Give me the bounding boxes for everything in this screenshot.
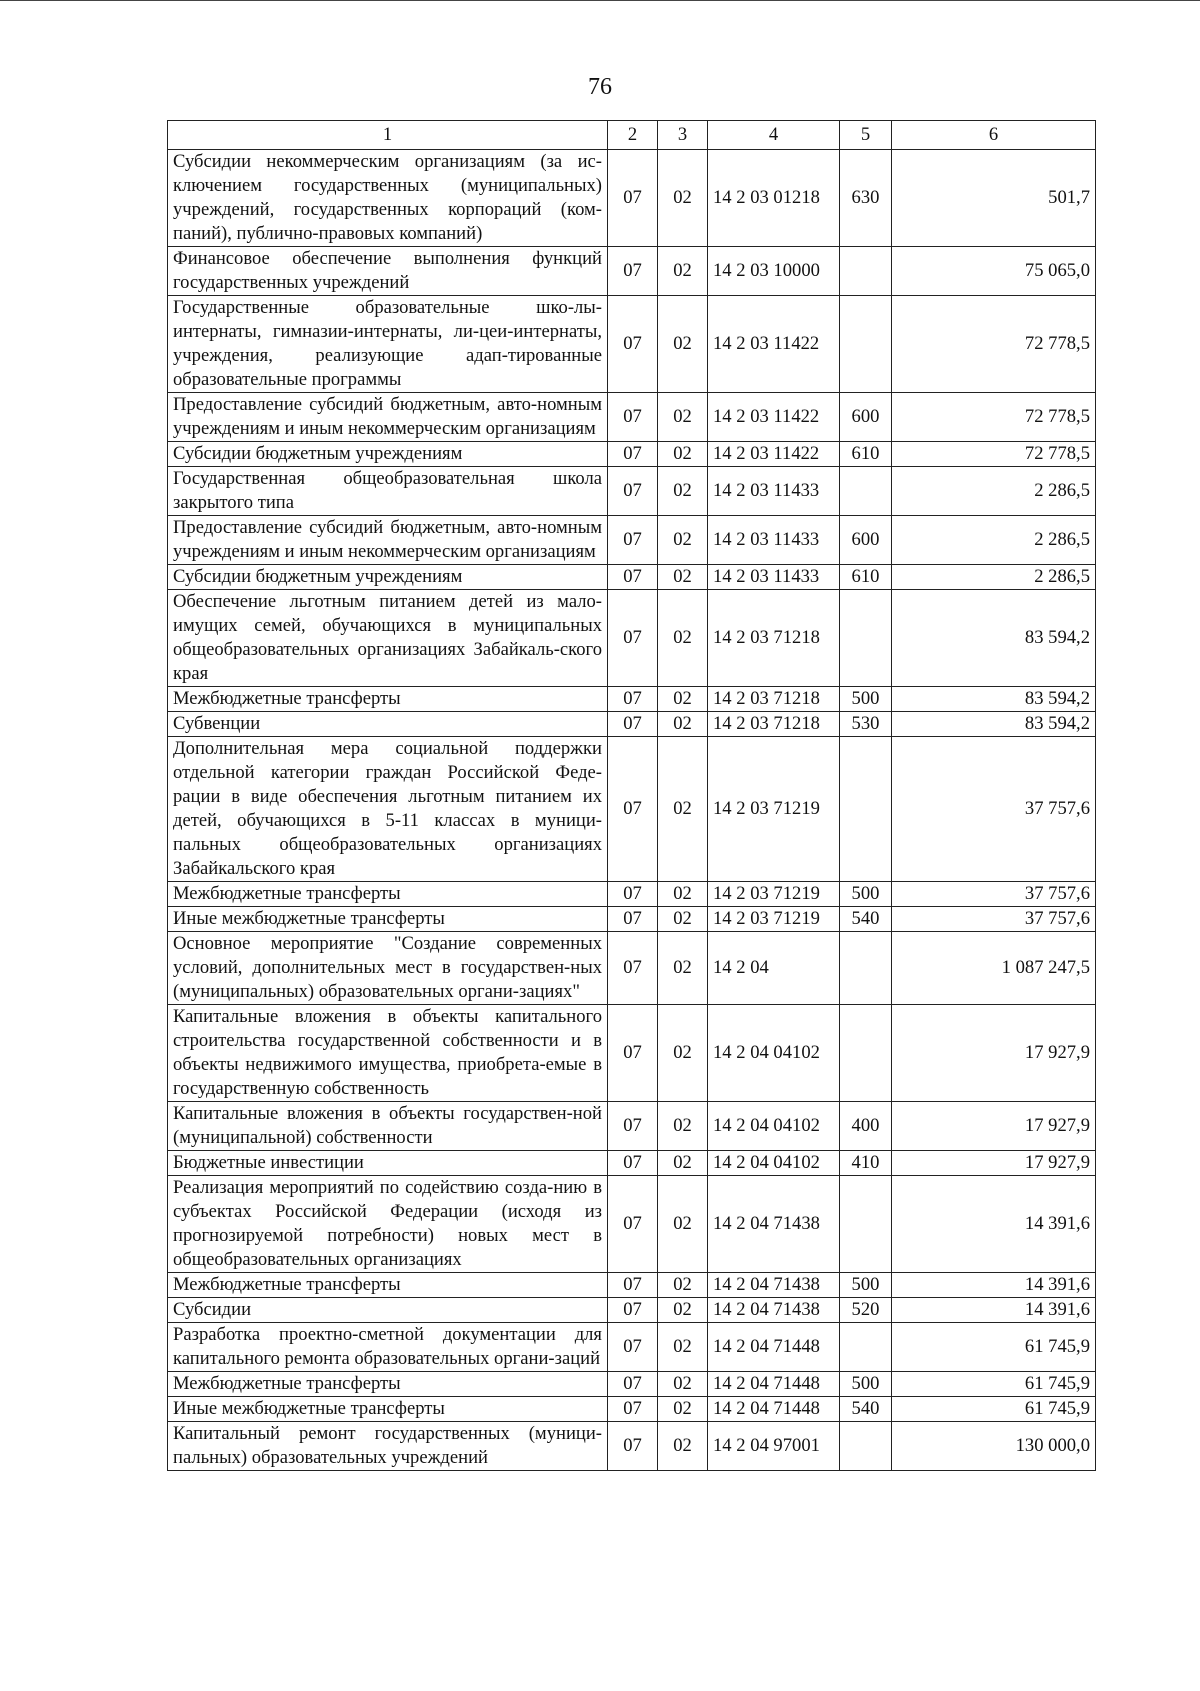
row-name-cell: Капитальный ремонт государственных (муници-пальных) образовательных учреждений: [168, 1422, 608, 1471]
expense-type-cell: 610: [840, 565, 892, 590]
subsection-cell: 02: [658, 1102, 708, 1151]
row-name-cell: Субвенции: [168, 712, 608, 737]
section-cell: 07: [608, 1422, 658, 1471]
row-name-cell: Иные межбюджетные трансферты: [168, 1397, 608, 1422]
row-name-cell: Межбюджетные трансферты: [168, 882, 608, 907]
target-article-cell: 14 2 03 11422: [708, 393, 840, 442]
target-article-cell: 14 2 04 71438: [708, 1273, 840, 1298]
table-row: [168, 1151, 1096, 1176]
subsection-cell: 02: [658, 1397, 708, 1422]
row-name-cell: Разработка проектно-сметной документации для капитального ремонта образовательных органи-заций: [168, 1323, 608, 1372]
expense-type-cell: 600: [840, 516, 892, 565]
target-article-cell: 14 2 04 97001: [708, 1422, 840, 1471]
subsection-cell: 02: [658, 467, 708, 516]
subsection-cell: 02: [658, 1176, 708, 1273]
row-name-cell: Бюджетные инвестиции: [168, 1151, 608, 1176]
target-article-cell: 14 2 04 71438: [708, 1298, 840, 1323]
subsection-cell: 02: [658, 1005, 708, 1102]
row-name-cell: Финансовое обеспечение выполнения функций государственных учреждений: [168, 247, 608, 296]
amount-cell: 14 391,6: [892, 1298, 1096, 1323]
column-header: 4: [708, 121, 840, 150]
section-cell: 07: [608, 1372, 658, 1397]
header-row: [168, 121, 1096, 150]
row-name-cell: Основное мероприятие "Создание современных условий, дополнительных мест в государствен-ных (муниципальных) образовательных органи-зациях": [168, 932, 608, 1005]
amount-cell: 37 757,6: [892, 737, 1096, 882]
column-header: 1: [168, 121, 608, 150]
amount-cell: 17 927,9: [892, 1151, 1096, 1176]
page-top-border: [0, 0, 1200, 1]
table-body: [168, 150, 1096, 1471]
expense-type-cell: 410: [840, 1151, 892, 1176]
amount-cell: 72 778,5: [892, 393, 1096, 442]
expense-type-cell: 630: [840, 150, 892, 247]
subsection-cell: 02: [658, 1422, 708, 1471]
target-article-cell: 14 2 04 71438: [708, 1176, 840, 1273]
section-cell: 07: [608, 1151, 658, 1176]
target-article-cell: 14 2 04 04102: [708, 1005, 840, 1102]
section-cell: 07: [608, 1005, 658, 1102]
amount-cell: 75 065,0: [892, 247, 1096, 296]
target-article-cell: 14 2 04 04102: [708, 1151, 840, 1176]
column-header: 6: [892, 121, 1096, 150]
section-cell: 07: [608, 565, 658, 590]
expense-type-cell: [840, 1422, 892, 1471]
table-row: [168, 1005, 1096, 1102]
target-article-cell: 14 2 03 71218: [708, 712, 840, 737]
expense-type-cell: [840, 737, 892, 882]
table-row: [168, 565, 1096, 590]
target-article-cell: 14 2 03 11433: [708, 516, 840, 565]
subsection-cell: 02: [658, 247, 708, 296]
table-row: [168, 393, 1096, 442]
expense-type-cell: [840, 296, 892, 393]
expense-type-cell: 520: [840, 1298, 892, 1323]
section-cell: 07: [608, 1176, 658, 1273]
section-cell: 07: [608, 590, 658, 687]
subsection-cell: 02: [658, 1298, 708, 1323]
subsection-cell: 02: [658, 565, 708, 590]
section-cell: 07: [608, 296, 658, 393]
row-name-cell: Межбюджетные трансферты: [168, 1372, 608, 1397]
table-row: [168, 590, 1096, 687]
amount-cell: 61 745,9: [892, 1323, 1096, 1372]
table-row: [168, 150, 1096, 247]
table-row: [168, 467, 1096, 516]
table-row: [168, 1323, 1096, 1372]
amount-cell: 83 594,2: [892, 712, 1096, 737]
expense-type-cell: [840, 1176, 892, 1273]
amount-cell: 501,7: [892, 150, 1096, 247]
section-cell: 07: [608, 150, 658, 247]
amount-cell: 2 286,5: [892, 565, 1096, 590]
subsection-cell: 02: [658, 737, 708, 882]
row-name-cell: Предоставление субсидий бюджетным, авто-номным учреждениям и иным некоммерческим организациям: [168, 516, 608, 565]
amount-cell: 17 927,9: [892, 1005, 1096, 1102]
column-header: 3: [658, 121, 708, 150]
row-name-cell: Межбюджетные трансферты: [168, 687, 608, 712]
expense-type-cell: 610: [840, 442, 892, 467]
row-name-cell: Субсидии бюджетным учреждениям: [168, 565, 608, 590]
expense-type-cell: [840, 590, 892, 687]
section-cell: 07: [608, 737, 658, 882]
subsection-cell: 02: [658, 590, 708, 687]
section-cell: 07: [608, 1323, 658, 1372]
subsection-cell: 02: [658, 932, 708, 1005]
row-name-cell: Межбюджетные трансферты: [168, 1273, 608, 1298]
subsection-cell: 02: [658, 150, 708, 247]
section-cell: 07: [608, 932, 658, 1005]
row-name-cell: Капитальные вложения в объекты капитального строительства государственной собственности и в объекты недвижимого имущества, приобрета-емые в государственную собственность: [168, 1005, 608, 1102]
table-row: [168, 1397, 1096, 1422]
table-row: [168, 1422, 1096, 1471]
expense-type-cell: [840, 467, 892, 516]
amount-cell: 130 000,0: [892, 1422, 1096, 1471]
row-name-cell: Субсидии бюджетным учреждениям: [168, 442, 608, 467]
amount-cell: 83 594,2: [892, 590, 1096, 687]
target-article-cell: 14 2 03 11422: [708, 442, 840, 467]
section-cell: 07: [608, 516, 658, 565]
section-cell: 07: [608, 467, 658, 516]
amount-cell: 72 778,5: [892, 442, 1096, 467]
amount-cell: 37 757,6: [892, 907, 1096, 932]
target-article-cell: 14 2 04 71448: [708, 1323, 840, 1372]
row-name-cell: Иные межбюджетные трансферты: [168, 907, 608, 932]
target-article-cell: 14 2 04 04102: [708, 1102, 840, 1151]
amount-cell: 14 391,6: [892, 1273, 1096, 1298]
subsection-cell: 02: [658, 1323, 708, 1372]
section-cell: 07: [608, 442, 658, 467]
expense-type-cell: 500: [840, 1273, 892, 1298]
section-cell: 07: [608, 687, 658, 712]
expense-type-cell: 600: [840, 393, 892, 442]
page-number: 76: [588, 74, 612, 100]
table-row: [168, 247, 1096, 296]
section-cell: 07: [608, 712, 658, 737]
expense-type-cell: 540: [840, 1397, 892, 1422]
row-name-cell: Субсидии некоммерческим организациям (за ис-ключением государственных (муниципальных) учреждений, государственных корпораций (ком-паний), публично-правовых компаний): [168, 150, 608, 247]
section-cell: 07: [608, 1102, 658, 1151]
row-name-cell: Дополнительная мера социальной поддержки отдельной категории граждан Российской Феде-рации в виде обеспечения льготным питанием их детей, обучающихся в 5-11 классах в муници-пальных общеобразовательных организациях Забайкальского края: [168, 737, 608, 882]
expense-type-cell: [840, 1005, 892, 1102]
amount-cell: 61 745,9: [892, 1372, 1096, 1397]
row-name-cell: Государственная общеобразовательная школа закрытого типа: [168, 467, 608, 516]
amount-cell: 72 778,5: [892, 296, 1096, 393]
target-article-cell: 14 2 03 71219: [708, 737, 840, 882]
expense-type-cell: 540: [840, 907, 892, 932]
section-cell: 07: [608, 393, 658, 442]
table-row: [168, 1273, 1096, 1298]
expense-type-cell: 500: [840, 1372, 892, 1397]
target-article-cell: 14 2 03 71219: [708, 907, 840, 932]
amount-cell: 2 286,5: [892, 516, 1096, 565]
subsection-cell: 02: [658, 1151, 708, 1176]
table-row: [168, 516, 1096, 565]
expense-type-cell: [840, 932, 892, 1005]
amount-cell: 14 391,6: [892, 1176, 1096, 1273]
column-header: 5: [840, 121, 892, 150]
row-name-cell: Обеспечение льготным питанием детей из мало-имущих семей, обучающихся в муниципальных общеобразовательных организациях Забайкаль-ского края: [168, 590, 608, 687]
amount-cell: 17 927,9: [892, 1102, 1096, 1151]
amount-cell: 2 286,5: [892, 467, 1096, 516]
expense-type-cell: 500: [840, 687, 892, 712]
table-row: [168, 442, 1096, 467]
subsection-cell: 02: [658, 296, 708, 393]
subsection-cell: 02: [658, 1372, 708, 1397]
target-article-cell: 14 2 03 11422: [708, 296, 840, 393]
target-article-cell: 14 2 03 10000: [708, 247, 840, 296]
table-row: [168, 737, 1096, 882]
subsection-cell: 02: [658, 442, 708, 467]
expense-type-cell: [840, 1323, 892, 1372]
table-row: [168, 907, 1096, 932]
subsection-cell: 02: [658, 1273, 708, 1298]
subsection-cell: 02: [658, 687, 708, 712]
table-row: [168, 687, 1096, 712]
row-name-cell: Капитальные вложения в объекты государствен-ной (муниципальной) собственности: [168, 1102, 608, 1151]
section-cell: 07: [608, 1298, 658, 1323]
expense-type-cell: [840, 247, 892, 296]
target-article-cell: 14 2 04 71448: [708, 1372, 840, 1397]
section-cell: 07: [608, 882, 658, 907]
target-article-cell: 14 2 03 71218: [708, 590, 840, 687]
amount-cell: 61 745,9: [892, 1397, 1096, 1422]
table-row: [168, 1298, 1096, 1323]
target-article-cell: 14 2 04 71448: [708, 1397, 840, 1422]
amount-cell: 1 087 247,5: [892, 932, 1096, 1005]
target-article-cell: 14 2 03 71219: [708, 882, 840, 907]
amount-cell: 37 757,6: [892, 882, 1096, 907]
section-cell: 07: [608, 247, 658, 296]
subsection-cell: 02: [658, 882, 708, 907]
subsection-cell: 02: [658, 516, 708, 565]
target-article-cell: 14 2 03 71218: [708, 687, 840, 712]
budget-table: [167, 120, 1096, 1471]
target-article-cell: 14 2 03 11433: [708, 467, 840, 516]
row-name-cell: Субсидии: [168, 1298, 608, 1323]
table-row: [168, 712, 1096, 737]
target-article-cell: 14 2 03 01218: [708, 150, 840, 247]
expense-type-cell: 530: [840, 712, 892, 737]
row-name-cell: Государственные образовательные шко-лы-интернаты, гимназии-интернаты, ли-цеи-интернаты, учреждения, реализующие адап-тированные образовательные программы: [168, 296, 608, 393]
section-cell: 07: [608, 907, 658, 932]
table-row: [168, 296, 1096, 393]
target-article-cell: 14 2 04: [708, 932, 840, 1005]
row-name-cell: Реализация мероприятий по содействию созда-нию в субъектах Российской Федерации (исходя из прогнозируемой потребности) новых мест в общеобразовательных организациях: [168, 1176, 608, 1273]
section-cell: 07: [608, 1397, 658, 1422]
table-row: [168, 882, 1096, 907]
table-row: [168, 1176, 1096, 1273]
table-row: [168, 1102, 1096, 1151]
column-header: 2: [608, 121, 658, 150]
subsection-cell: 02: [658, 712, 708, 737]
expense-type-cell: 500: [840, 882, 892, 907]
expense-type-cell: 400: [840, 1102, 892, 1151]
table-row: [168, 932, 1096, 1005]
table-row: [168, 1372, 1096, 1397]
section-cell: 07: [608, 1273, 658, 1298]
subsection-cell: 02: [658, 907, 708, 932]
amount-cell: 83 594,2: [892, 687, 1096, 712]
subsection-cell: 02: [658, 393, 708, 442]
row-name-cell: Предоставление субсидий бюджетным, авто-номным учреждениям и иным некоммерческим организациям: [168, 393, 608, 442]
target-article-cell: 14 2 03 11433: [708, 565, 840, 590]
